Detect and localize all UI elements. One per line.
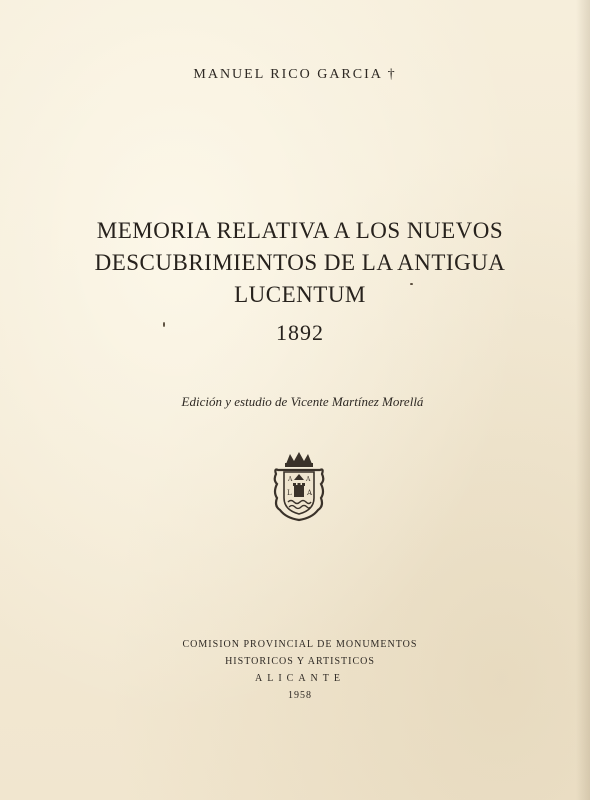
svg-text:L: L [287,489,292,497]
svg-text:A: A [288,476,293,483]
book-title [0,215,590,311]
title-line-3: LUCENTUM [234,282,366,307]
author-name: MANUEL RICO GARCIA † [193,67,397,82]
title-year: 1892 [276,320,324,345]
publisher-block [0,636,590,704]
paper-speck [410,283,413,285]
publisher-city: ALICANTE [255,673,345,684]
title-line-2: DESCUBRIMIENTOS DE LA ANTIGUA [94,250,506,275]
coat-of-arms-icon [272,450,326,522]
title-line-1: MEMORIA RELATIVA A LOS NUEVOS [96,218,504,243]
svg-text:A: A [306,476,311,483]
publisher-line-2: HISTORICOS Y ARTISTICOS [225,656,375,667]
publication-year: 1958 [288,690,312,701]
publisher-line-1: COMISION PROVINCIAL DE MONUMENTOS [182,639,418,650]
paper-speck [163,322,165,327]
svg-text:A: A [307,489,313,497]
edition-credit: Edición y estudio de Vicente Martínez Morellá [181,394,424,409]
